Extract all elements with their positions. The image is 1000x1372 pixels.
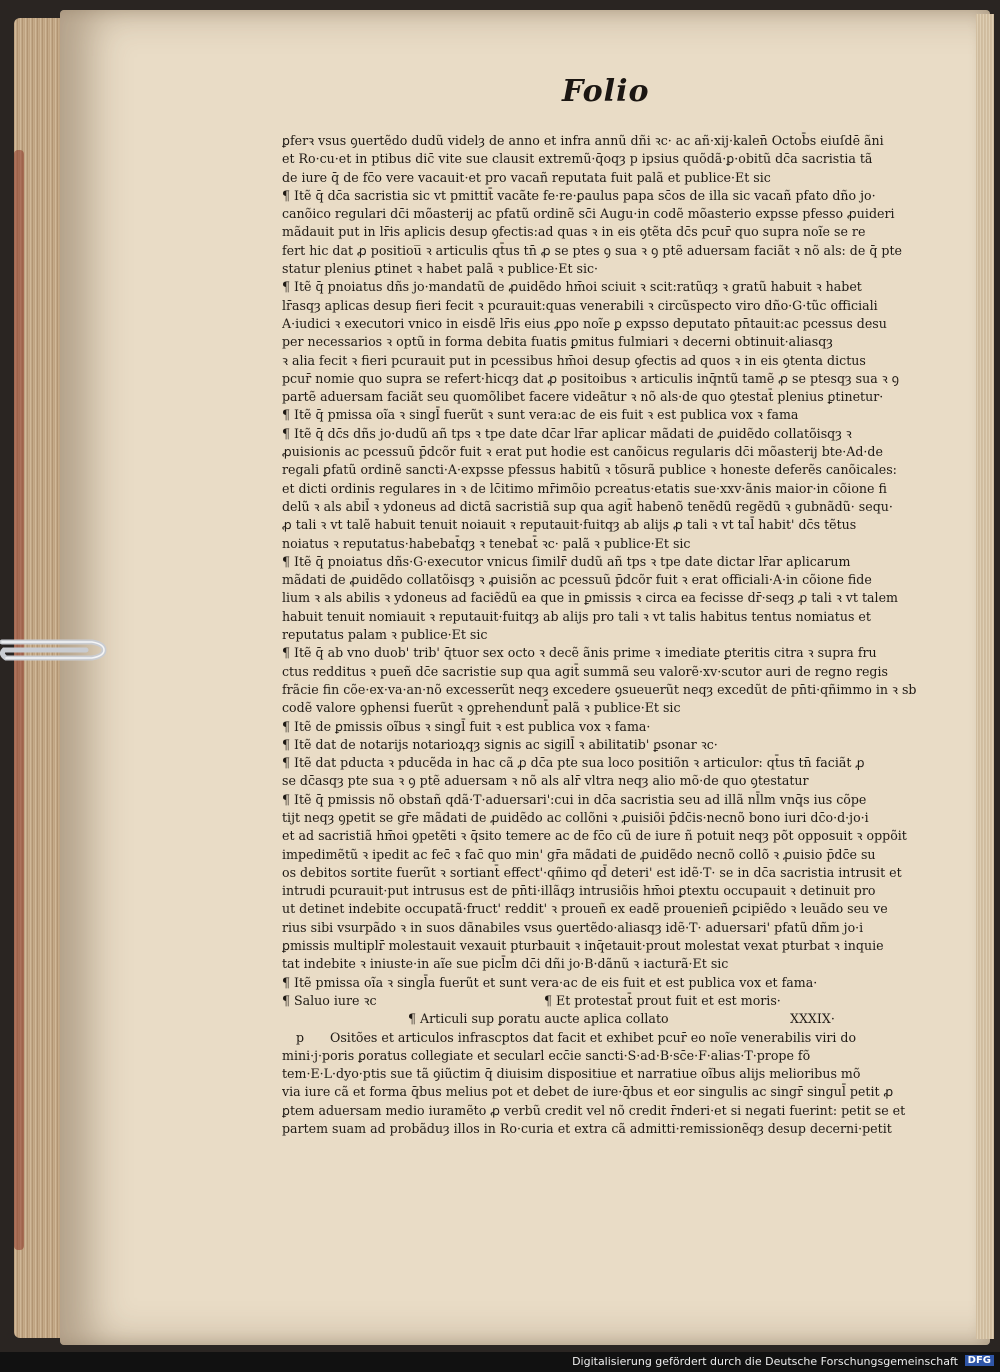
text-line: partẽ aduersam faciãt seu quomõlibet facere videãtur ꝛ nõ als·de quo ꝯtestat̄ plenius ꝑtinetur· bbox=[282, 389, 884, 405]
text-line: os debitos sortite fuerũt ꝛ sortiant̄ effect'·qñimo qd̄ deteri' est idẽ·T· se in dc̄a sacristia intrusit et bbox=[282, 864, 902, 880]
article-line: partem suam ad probãduȝ illos in Ro·curia et extra cã admitti·remissionẽqȝ desup decerni·petit bbox=[282, 1121, 892, 1137]
salvo-left: ¶ Saluo iure ꝛc bbox=[282, 992, 377, 1008]
text-line: reputatus palam ꝛ publice·Et sic bbox=[282, 627, 488, 643]
text-line: per necessarios ꝛ optũ in forma debita fuatis ꝑmitus fulmiari ꝛ decerni obtinuit·aliasqȝ bbox=[282, 334, 833, 350]
article-initial: p bbox=[296, 1029, 305, 1045]
article-first-line bbox=[282, 1029, 942, 1047]
text-line: se dc̄asqȝ pte sua ꝛ ꝯ ptẽ aduersam ꝛ nõ als alr̄ vltra neqȝ alio mõ·de quo ꝯtestatur bbox=[282, 773, 809, 789]
text-block bbox=[282, 132, 942, 1138]
text-line: lium ꝛ als abilis ꝛ ydoneus ad faciẽdũ ea que in ꝑmissis ꝛ circa ea fecisse dr̄·seqȝ ꝓ tali ꝛ vt talem bbox=[282, 590, 898, 606]
text-line: et Ro·cu·et in ptibus dic̄ vite sue clausit extremũ·q̄oqȝ p ipsius quõdã·ꝑ·obitũ dc̄a sacristia tã bbox=[282, 151, 873, 167]
text-line: ¶ Itẽ q̄ pmissa oĩa ꝛ singl̄ fuerũt ꝛ sunt vera:ac de eis fuit ꝛ est publica vox ꝛ fama bbox=[282, 407, 799, 423]
text-line: ¶ Itẽ de ꝑmissis oĩbus ꝛ singl̄ fuit ꝛ est publica vox ꝛ fama· bbox=[282, 718, 651, 734]
text-line: de iure q̄ de fc̄o vere vacauit·et pro vacañ reputata fuit palã et publice·Et sic bbox=[282, 169, 771, 185]
text-line: intrudi pcurauit·put intrusus est de pn̄ti·illãqȝ intrusiõis hm̄oi ꝑtextu occupauit ꝛ detinuit pro bbox=[282, 883, 876, 899]
text-line: ¶ Itẽ q̄ pnoiatus dñs jo·mandatũ de ꝓuidẽdo hm̄oi sciuit ꝛ scit:ratũqȝ ꝛ gratũ habuit ꝛ habet bbox=[282, 279, 862, 295]
text-line: ut detinet indebite occupatã·fruct' reddit' ꝛ proueñ ex eadẽ prouenieñ ꝑcipiẽdo ꝛ leuãdo seu ve bbox=[282, 901, 888, 917]
text-line: impedimẽtũ ꝛ ipedit ac fec̄ ꝛ fac̄ quo min' gr̄a mãdati de ꝓuidẽdo necnõ collõ ꝛ ꝓuisio p̄dc̄e su bbox=[282, 846, 876, 862]
text-line: frãcie fin cõe·ex·va·an·nõ excesserũt neqȝ excedere ꝯsueuerũt neqȝ excedũt de pn̄ti·qñimmo in ꝛ sb bbox=[282, 681, 917, 697]
text-line: rius sibi vsurpãdo ꝛ in suos dãnabiles vsus ꝯuertẽdo·aliasqȝ idẽ·T· aduersari' pfatũ dñm jo·i bbox=[282, 919, 864, 935]
article-number: XXXIX· bbox=[790, 1011, 835, 1027]
text-line: pcur̄ nomie quo supra se refert·hicqȝ dat ꝓ positoibus ꝛ articulis inq̄ntũ tamẽ ꝓ se ptesqȝ sua ꝛ ꝯ bbox=[282, 370, 900, 386]
text-line: ¶ Itẽ q̄ dc̄a sacristia sic vt pmittit̄ vacãte fe·re·ꝑaulus papa sc̄os de illa sic vacañ pfato dño jo· bbox=[282, 187, 876, 203]
article-heading-line bbox=[282, 1010, 942, 1028]
text-line: A·iudici ꝛ executori vnico in eisdẽ lr̄is eius ꝓpo noĩe ꝑ expsso deputato pn̄tauit:ac pcessus desu bbox=[282, 315, 887, 331]
text-line: tat indebite ꝛ iniuste·in aĩe sue picl̄m dc̄i dñi jo·B·dãnũ ꝛ iacturã·Et sic bbox=[282, 956, 729, 972]
paper-clip-icon bbox=[0, 628, 108, 668]
text-line: ꝓ tali ꝛ vt talẽ habuit tenuit noiauit ꝛ reputauit·fuitqȝ ab alijs ꝓ tali ꝛ vt tal̄ habit' dc̄s tẽtus bbox=[282, 517, 857, 533]
text-line: regali ꝑfatũ ordinẽ sancti·A·expsse pfessus habitũ ꝛ tõsurã publice ꝛ honeste deferẽs canõicales: bbox=[282, 462, 897, 478]
text-line: ¶ Itẽ dat pducta ꝛ pducẽda in hac cã ꝓ dc̄a pte sua loco positiõn ꝛ articulor: qt̄us tn̄ faciãt ꝓ bbox=[282, 755, 865, 771]
text-line: ¶ Itẽ pmissa oĩa ꝛ singl̄a fuerũt et sunt vera·ac de eis fuit et est publica vox et fama· bbox=[282, 974, 818, 990]
red-page-edge bbox=[14, 150, 24, 1250]
text-line: ¶ Itẽ q̄ ab vno duob' trib' q̄tuor sex octo ꝛ decẽ ãnis prime ꝛ imediate ꝑteritis citra ꝛ supra fru bbox=[282, 645, 877, 661]
text-line: ꝛ alia fecit ꝛ fieri pcurauit put in pcessibus hm̄oi desup ꝯfectis ad quos ꝛ in eis ꝯtenta dictus bbox=[282, 352, 866, 368]
text-line: ¶ Itẽ q̄ dc̄s dñs jo·dudũ añ tps ꝛ tpe date dc̄ar lr̄ar aplicar mãdati de ꝓuidẽdo collatõisqȝ ꝛ bbox=[282, 425, 852, 441]
text-line: mãdati de ꝓuidẽdo collatõisqȝ ꝛ ꝓuisiõn ac pcessuũ p̄dcõr fuit ꝛ erat officiali·A·in cõione fide bbox=[282, 572, 872, 588]
body-paragraphs bbox=[282, 132, 942, 992]
article-line: ꝑtem aduersam medio iuramẽto ꝓ verbũ credit vel nõ credit r̄nderi·et si negati fuerint: petit se et bbox=[282, 1102, 906, 1118]
text-line: mãdauit put in lr̄is aplicis desup ꝯfectis:ad quas ꝛ in eis ꝯtẽta dc̄s pcur̄ quo supra noĩe se re bbox=[282, 224, 866, 240]
text-line: noiatus ꝛ reputatus·habebat̄qȝ ꝛ tenebat̄ ꝛc· palã ꝛ publice·Et sic bbox=[282, 535, 691, 551]
text-line: et ad sacristiã hm̄oi ꝯpetẽti ꝛ q̄sito temere ac de fc̄o cũ de iure ñ potuit neqȝ põt opposuit ꝛ oppõit bbox=[282, 828, 907, 844]
text-line: ¶ Itẽ q̄ pnoiatus dñs·G·executor vnicus ſimilr̄ dudũ añ tps ꝛ tpe date dictar lr̄ar aplicarum bbox=[282, 553, 851, 569]
text-line: canõico regulari dc̄i mõasterij ac pfatũ ordinẽ sc̄i Augu·in codẽ mõasterio expsse pfesso ꝓuideri bbox=[282, 206, 895, 222]
text-line: ꝓuisionis ac pcessuũ p̄dcõr fuit ꝛ erat put hodie est canõicus regularis dc̄i mõasterij bte·Ad·de bbox=[282, 444, 883, 460]
text-line: habuit tenuit nomiauit ꝛ reputauit·fuitqȝ ab alijs pro tali ꝛ vt talis habitus tentus nomiatus et bbox=[282, 608, 871, 624]
article-line: via iure cã et forma q̄bus melius pot et debet de iure·q̄bus et eor singulis ac singr̄ singul̄ petit ꝓ bbox=[282, 1084, 894, 1100]
right-page-edges bbox=[976, 14, 994, 1339]
article-heading: ¶ Articuli sup ꝑoratu aucte aplica collato bbox=[408, 1011, 669, 1027]
text-line: ¶ Itẽ dat de notarijs notarioꝝqȝ signis ac sigill̄ ꝛ abilitatib' ꝑsonar ꝛc· bbox=[282, 736, 718, 752]
text-line: tijt neqȝ ꝯpetit se gr̄e mãdati de ꝓuidẽdo ac collõni ꝛ ꝓuisiõi p̄dc̄is·necnõ bono iuri dc̄o·d·jo·i bbox=[282, 809, 869, 825]
article-line: tem·E·L·dyo·ptis sue tã ꝯiũctim q̄ diuisim dispositiue et narratiue oĩbus alijs melioribus mõ bbox=[282, 1066, 861, 1082]
text-line: lr̄asqȝ aplicas desup fieri fecit ꝛ pcurauit:quas venerabili ꝛ circũspecto viro dño·G·tũc officiali bbox=[282, 297, 878, 313]
text-line: ꝑmissis multiplr̄ molestauit vexauit pturbauit ꝛ inq̄etauit·prout molestat vexat pturbat ꝛ inquie bbox=[282, 938, 884, 954]
text-line: fert hic dat ꝓ positiou̅ ꝛ articulis qt̄us tn̄ ꝓ se ptes ꝯ sua ꝛ ꝯ ptẽ aduersam faciãt ꝛ nõ als: de q̄ pte bbox=[282, 242, 902, 258]
article-first-text: Ositões et articulos infrascptos dat facit et exhibet pcur̄ eo noĩe venerabilis viri do bbox=[330, 1029, 857, 1045]
folio-heading: Folio bbox=[562, 74, 650, 109]
text-line: ctus redditus ꝛ pueñ dc̄e sacristie sup qua agit̄ summã seu valorẽ·xv·scutor auri de regno regis bbox=[282, 663, 888, 679]
footer-credit: Digitalisierung gefördert durch die Deutsche Forschungsgemeinschaft bbox=[572, 1355, 958, 1368]
text-line: statur plenius ꝑtinet ꝛ habet palã ꝛ publice·Et sic· bbox=[282, 261, 599, 277]
article-paragraph bbox=[282, 1047, 942, 1138]
salvo-line bbox=[282, 992, 942, 1010]
text-line: ¶ Itẽ q̄ pmissis nõ obstañ qdã·T·aduersari':cui in dc̄a sacristia seu ad illã nl̄lm vnq̄s ius cõpe bbox=[282, 791, 867, 807]
text-line: delũ ꝛ als abil̄ ꝛ ydoneus ad dictã sacristiã sup qua agit̄ habenõ tenẽdũ regẽdũ ꝛ gubnãdũ· sequ· bbox=[282, 498, 893, 514]
article-line: mini·j·poris ꝑoratus collegiate et secularl ecc̄ie sancti·S·ad·B·sc̄e·F·alias·T·prope fõ bbox=[282, 1047, 811, 1063]
text-line: ꝑferꝛ vsus ꝯuertẽdo dudũ videlȝ de anno et infra annũ dñi ꝛc· ac añ·xij·kalen̄ Octob̄s eiuſdē ãni bbox=[282, 133, 884, 148]
dfg-logo: DFG bbox=[965, 1355, 994, 1366]
text-line: et dicti ordinis regulares in ꝛ de lc̄itimo mr̄imõio pcreatus·etatis sue·xxv·ãnis maior·in cõione fi bbox=[282, 480, 887, 496]
text-line: codẽ valore ꝯphensi fuerũt ꝛ ꝯprehendunt̄ palã ꝛ publice·Et sic bbox=[282, 700, 681, 716]
salvo-right: ¶ Et protestat̄ prout fuit et est moris· bbox=[544, 992, 781, 1008]
